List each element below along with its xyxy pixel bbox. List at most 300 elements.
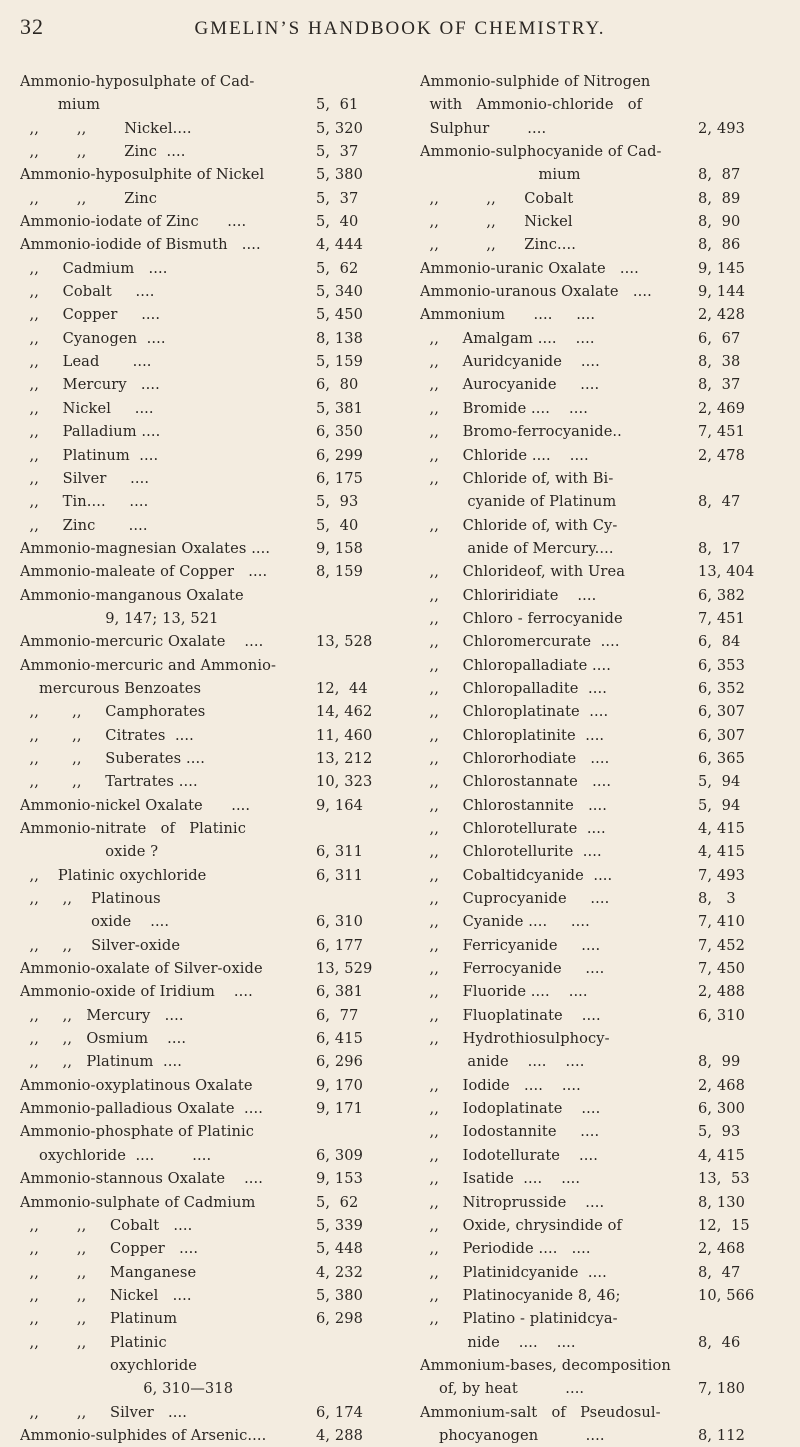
entry-text: Ammonio-oxide of Iridium .... — [20, 983, 253, 1001]
entry-text: ,, Platino - platinidcya- — [420, 1310, 618, 1328]
index-entry — [420, 1050, 784, 1073]
entry-text: ,, ,, Nickel — [420, 213, 573, 231]
entry-text: ,, Chloride of, with Cy- — [420, 516, 618, 534]
entry-text: ,, Cuprocyanide .... — [420, 890, 610, 908]
entry-reference: 6, 300 — [698, 1100, 746, 1118]
index-entry — [420, 1331, 784, 1354]
entry-reference: 9, 145 — [698, 259, 746, 277]
index-entry — [420, 257, 784, 280]
entry-text: ,, Ferrocyanide .... — [420, 960, 605, 978]
entry-reference — [316, 1354, 402, 1377]
index-entry — [20, 747, 402, 770]
entry-text: Ammonio-nitrate of Platinic — [20, 820, 246, 837]
index-entry — [20, 1284, 402, 1307]
entry-reference: 8, 99 — [698, 1053, 741, 1071]
index-entry — [420, 1074, 784, 1097]
entry-reference: 4, 232 — [316, 1263, 364, 1281]
entry-reference: 10, 323 — [316, 773, 373, 791]
entry-text: Ammonio-mercuric Oxalate .... — [20, 633, 264, 651]
entry-text: nide .... .... — [420, 1333, 576, 1351]
entry-reference: 8, 86 — [698, 236, 741, 254]
entry-text: Ammonio-sulphate of Cadmium — [20, 1193, 256, 1211]
entry-reference: 6, 174 — [316, 1403, 364, 1421]
entry-text: ,, ,, Platinum .... — [20, 1053, 182, 1071]
entry-text: ,, ,, Platinic — [20, 1333, 167, 1351]
entry-reference: 7, 452 — [698, 936, 746, 954]
index-entry — [420, 1097, 784, 1120]
index-entry — [420, 1004, 784, 1027]
entry-text: ,, Cobaltidcyanide .... — [420, 866, 613, 884]
entry-reference: 13, 529 — [316, 960, 373, 978]
entry-text: ,, Chlorotellurate .... — [420, 820, 606, 837]
entry-reference: 4, 415 — [698, 820, 746, 837]
entry-reference: 6, 310 — [316, 913, 364, 931]
index-entry — [420, 677, 784, 700]
entry-text: ,, Bromide .... .... — [420, 399, 588, 417]
entry-reference — [698, 514, 784, 537]
index-entry — [20, 257, 402, 280]
entry-text: ,, Cyanogen .... — [20, 329, 166, 347]
index-entry — [420, 187, 784, 210]
index-entry — [420, 327, 784, 350]
index-entry — [20, 1167, 402, 1190]
entry-text: ,, Tin.... .... — [20, 493, 149, 511]
index-entry — [420, 1307, 784, 1330]
entry-text: Ammonio-manganous Oxalate — [20, 586, 244, 604]
running-head: GMELIN’S HANDBOOK OF CHEMISTRY. — [194, 18, 606, 39]
index-entry — [420, 700, 784, 723]
entry-text: ,, Mercury .... — [20, 376, 160, 394]
index-entry — [420, 724, 784, 747]
entry-text: ,, ,, Suberates .... — [20, 749, 205, 767]
entry-text: of, by heat .... — [420, 1380, 585, 1398]
entry-reference: 8, 159 — [316, 563, 364, 581]
index-entry — [420, 490, 784, 513]
index-entry — [20, 1027, 402, 1050]
entry-text: ,, Chloroplatinite .... — [420, 726, 605, 744]
entry-reference: 13, 53 — [698, 1170, 750, 1188]
entry-text: ,, ,, Silver .... — [20, 1403, 188, 1421]
index-entry — [20, 397, 402, 420]
index-entry — [20, 1050, 402, 1073]
entry-reference: 5, 37 — [316, 189, 359, 207]
index-entry — [420, 1027, 784, 1050]
entry-text: ,, ,, Citrates .... — [20, 726, 194, 744]
index-entry — [20, 817, 402, 840]
entry-reference: 5, 62 — [316, 259, 359, 277]
entry-text: ,, Cyanide .... .... — [420, 913, 590, 931]
entry-text: ,, Palladium .... — [20, 423, 161, 441]
entry-text: ,, Periodide .... .... — [420, 1240, 591, 1258]
entry-reference: 4, 415 — [698, 843, 746, 861]
entry-reference: 2, 468 — [698, 1076, 746, 1094]
entry-text: ,, Ferricyanide .... — [420, 936, 601, 954]
index-entry — [420, 817, 784, 840]
entry-text: mercurous Benzoates — [20, 679, 202, 697]
entry-text: Ammonio-sulphocyanide of Cad- — [420, 143, 662, 161]
entry-reference: 13, 528 — [316, 633, 373, 651]
entry-reference — [698, 1307, 784, 1330]
entry-reference — [316, 817, 402, 840]
entry-reference: 8, 3 — [698, 890, 736, 908]
entry-reference: 5, 448 — [316, 1240, 364, 1258]
entry-text: ,, Chloriridiate .... — [420, 586, 597, 604]
entry-reference: 5, 381 — [316, 399, 364, 417]
index-column-left — [20, 70, 402, 1447]
entry-text: Ammonio-iodide of Bismuth .... — [20, 236, 261, 254]
entry-reference: 6, 299 — [316, 446, 364, 464]
index-entry — [420, 1191, 784, 1214]
index-entry — [420, 373, 784, 396]
index-entry — [420, 397, 784, 420]
entry-text: ,, Lead .... — [20, 353, 152, 371]
entry-reference: 8, 112 — [698, 1426, 746, 1444]
entry-text: phocyanogen .... — [420, 1426, 605, 1444]
entry-text: ,, ,, Manganese — [20, 1263, 197, 1281]
entry-reference: 9, 158 — [316, 539, 364, 557]
entry-text: Ammonio-hyposulphate of Cad- — [20, 73, 255, 90]
entry-reference: 5, 93 — [698, 1123, 741, 1141]
index-entry — [20, 1261, 402, 1284]
index-entry — [20, 887, 402, 910]
entry-reference — [316, 1120, 402, 1143]
index-entry — [20, 560, 402, 583]
entry-reference: 5, 40 — [316, 213, 359, 231]
entry-reference: 6, 84 — [698, 633, 741, 651]
entry-text: ,, ,, Cobalt .... — [20, 1216, 193, 1234]
entry-text: Ammonio-hyposulphite of Nickel — [20, 166, 265, 184]
index-entry — [20, 934, 402, 957]
entry-text: ,, Platinum .... — [20, 446, 159, 464]
index-entry — [20, 537, 402, 560]
entry-reference: 5, 61 — [316, 96, 359, 114]
entry-reference: 14, 462 — [316, 703, 373, 721]
entry-text: ,, Hydrothiosulphocy- — [420, 1030, 610, 1048]
entry-reference: 5, 380 — [316, 166, 364, 184]
entry-reference: 2, 428 — [698, 306, 746, 324]
entry-text: ,, ,, Silver-oxide — [20, 936, 181, 954]
entry-reference: 6, 77 — [316, 1006, 359, 1024]
entry-text: ,, ,, Nickel .... — [20, 1286, 192, 1304]
entry-reference: 6, 298 — [316, 1310, 364, 1328]
index-entry — [420, 1284, 784, 1307]
entry-reference: 8, 46 — [698, 1333, 741, 1351]
entry-text: Ammonio-magnesian Oxalates .... — [20, 539, 271, 557]
entry-reference: 8, 47 — [698, 493, 741, 511]
entry-reference: 6, 365 — [698, 749, 746, 767]
entry-reference: 8, 90 — [698, 213, 741, 231]
entry-reference: 8, 138 — [316, 329, 364, 347]
entry-reference: 8, 130 — [698, 1193, 746, 1211]
index-entry — [20, 630, 402, 653]
entry-reference: 6, 307 — [698, 726, 746, 744]
entry-text: Ammonio-sulphides of Arsenic.... — [20, 1426, 267, 1444]
index-entry — [20, 794, 402, 817]
index-entry — [420, 607, 784, 630]
index-entry — [20, 957, 402, 980]
entry-text: with Ammonio-chloride of — [420, 96, 643, 114]
index-entry — [420, 1261, 784, 1284]
index-entry — [420, 1167, 784, 1190]
entry-text: mium — [20, 96, 101, 114]
entry-reference: 2, 469 — [698, 399, 746, 417]
index-entry — [20, 607, 402, 630]
entry-text: ,, Nitroprusside .... — [420, 1193, 605, 1211]
entry-reference: 5, 339 — [316, 1216, 364, 1234]
index-entry — [420, 630, 784, 653]
entry-reference: 7, 451 — [698, 423, 746, 441]
entry-text: Ammonium-bases, decomposition — [420, 1356, 671, 1374]
entry-text: oxychloride — [20, 1356, 198, 1374]
index-entry — [20, 980, 402, 1003]
entry-reference: 6, 311 — [316, 866, 364, 884]
entry-text: ,, ,, Camphorates — [20, 703, 206, 721]
entry-reference: 6, 381 — [316, 983, 364, 1001]
entry-text: ,, Iodostannite .... — [420, 1123, 600, 1141]
index-entry — [20, 1097, 402, 1120]
index-entry — [20, 490, 402, 513]
entry-reference: 8, 17 — [698, 539, 741, 557]
index-entry — [20, 1331, 402, 1354]
index-entry — [20, 1237, 402, 1260]
entry-text: ,, Isatide .... .... — [420, 1170, 581, 1188]
entry-text: ,, Platinic oxychloride — [20, 866, 207, 884]
index-entry — [420, 1214, 784, 1237]
index-entry — [420, 444, 784, 467]
entry-text: Ammonio-maleate of Copper .... — [20, 563, 268, 581]
entry-text: Ammonio-stannous Oxalate .... — [20, 1170, 264, 1188]
entry-text: ,, Iodide .... .... — [420, 1076, 581, 1094]
entry-reference: 6, 382 — [698, 586, 746, 604]
entry-reference: 11, 460 — [316, 726, 373, 744]
index-entry — [20, 1307, 402, 1330]
index-entry — [20, 1191, 402, 1214]
entry-reference: 5, 450 — [316, 306, 364, 324]
entry-text: Ammonio-oxyplatinous Oxalate — [20, 1076, 253, 1094]
entry-reference: 6, 296 — [316, 1053, 364, 1071]
entry-reference: 8, 37 — [698, 376, 741, 394]
entry-text: ,, Chlorostannate .... — [420, 773, 612, 791]
entry-text: ,, Bromo-ferrocyanide.. — [420, 423, 622, 441]
entry-reference: 13, 404 — [698, 563, 755, 581]
entry-text: ,, Chloropalladiate .... — [420, 656, 612, 674]
entry-reference: 4, 415 — [698, 1146, 746, 1164]
entry-text: ,, Copper .... — [20, 306, 161, 324]
entry-reference: 6, 80 — [316, 376, 359, 394]
index-entry — [420, 887, 784, 910]
index-entry — [20, 770, 402, 793]
entry-text: ,, Chloride of, with Bi- — [420, 469, 614, 487]
index-entry — [20, 1074, 402, 1097]
entry-text: ,, Chlorostannite .... — [420, 796, 608, 814]
entry-reference: 6, 177 — [316, 936, 364, 954]
entry-reference: 9, 164 — [316, 796, 364, 814]
index-entry — [20, 1214, 402, 1237]
entry-text: ,, Platinidcyanide .... — [420, 1263, 607, 1281]
entry-reference: 5, 62 — [316, 1193, 359, 1211]
index-entry — [20, 444, 402, 467]
entry-reference: 6, 309 — [316, 1146, 364, 1164]
index-entry — [20, 70, 402, 93]
index-entry — [20, 700, 402, 723]
entry-reference: 7, 450 — [698, 960, 746, 978]
entry-reference — [316, 654, 402, 677]
entry-reference: 2, 478 — [698, 446, 746, 464]
entry-reference: 5, 94 — [698, 773, 741, 791]
index-entry — [20, 327, 402, 350]
entry-reference: 6, 175 — [316, 469, 364, 487]
index-entry — [420, 467, 784, 490]
index-entry — [420, 1401, 784, 1424]
entry-reference: 5, 380 — [316, 1286, 364, 1304]
entry-text: Ammonio-sulphide of Nitrogen — [420, 73, 651, 90]
entry-text: Ammonio-iodate of Zinc .... — [20, 213, 247, 231]
entry-reference: 2, 493 — [698, 119, 746, 137]
index-entry — [420, 654, 784, 677]
entry-text: ,, Fluoride .... .... — [420, 983, 588, 1001]
entry-text: 9, 147; 13, 521 — [20, 609, 219, 627]
entry-text: ,, Chloride .... .... — [420, 446, 589, 464]
entry-reference: 4, 444 — [316, 236, 364, 254]
index-entry — [420, 1354, 784, 1377]
entry-reference: 9, 171 — [316, 1100, 364, 1118]
entry-text: ,, ,, Platinous — [20, 890, 161, 908]
entry-text: ,, Aurocyanide .... — [420, 376, 600, 394]
entry-reference: 6, 350 — [316, 423, 364, 441]
entry-reference — [698, 1354, 784, 1377]
entry-text: ,, ,, Platinum — [20, 1310, 178, 1328]
index-entry — [20, 280, 402, 303]
entry-reference: 7, 451 — [698, 609, 746, 627]
entry-reference: 5, 159 — [316, 353, 364, 371]
entry-text: ,, Fluoplatinate .... — [420, 1006, 601, 1024]
index-entry — [20, 373, 402, 396]
entry-reference — [316, 887, 402, 910]
index-entry — [20, 677, 402, 700]
index-entry — [20, 93, 402, 116]
entry-reference: 8, 89 — [698, 189, 741, 207]
entry-reference — [698, 70, 784, 93]
index-entry — [420, 420, 784, 443]
entry-reference: 12, 15 — [698, 1216, 750, 1234]
entry-reference: 7, 410 — [698, 913, 746, 931]
entry-reference: 9, 170 — [316, 1076, 364, 1094]
index-entry — [420, 1377, 784, 1400]
index-entry — [20, 1377, 402, 1400]
entry-reference — [316, 1331, 402, 1354]
index-entry — [420, 794, 784, 817]
index-entry — [20, 910, 402, 933]
index-entry — [20, 350, 402, 373]
entry-reference: 5, 93 — [316, 493, 359, 511]
index-entry — [20, 584, 402, 607]
index-entry — [20, 1004, 402, 1027]
index-entry — [20, 1120, 402, 1143]
entry-reference: 8, 47 — [698, 1263, 741, 1281]
entry-reference: 6, 353 — [698, 656, 746, 674]
index-entry — [20, 724, 402, 747]
entry-reference — [316, 70, 402, 93]
entry-reference: 6, 352 — [698, 679, 746, 697]
entry-text: ,, ,, Mercury .... — [20, 1006, 184, 1024]
entry-text: anide of Mercury.... — [420, 539, 614, 557]
index-entry — [420, 117, 784, 140]
index-entry — [420, 1424, 784, 1447]
entry-text: oxide ? — [20, 843, 159, 861]
entry-reference: 5, 40 — [316, 516, 359, 534]
entry-text: ,, Iodotellurate .... — [420, 1146, 598, 1164]
entry-text: ,, Chloromercurate .... — [420, 633, 620, 651]
index-entry — [420, 93, 784, 116]
index-entry — [20, 840, 402, 863]
entry-reference: 7, 493 — [698, 866, 746, 884]
entry-reference — [698, 140, 784, 163]
entry-text: ,, Cobalt .... — [20, 283, 155, 301]
entry-text: ,, Chlorotellurite .... — [420, 843, 602, 861]
entry-reference: 6, 415 — [316, 1030, 364, 1048]
index-entry — [20, 117, 402, 140]
index-entry — [420, 747, 784, 770]
index-entry — [420, 1144, 784, 1167]
entry-reference: 8, 87 — [698, 166, 741, 184]
entry-reference: 5, 37 — [316, 143, 359, 161]
entry-text: cyanide of Platinum — [420, 493, 617, 511]
entry-reference: 10, 566 — [698, 1286, 755, 1304]
entry-reference: 9, 153 — [316, 1170, 364, 1188]
index-entry — [20, 1401, 402, 1424]
entry-reference: 9, 144 — [698, 283, 746, 301]
entry-text: Ammonio-mercuric and Ammonio- — [20, 656, 277, 674]
entry-text: ,, Nickel .... — [20, 399, 154, 417]
entry-text: ,, Chloroplatinate .... — [420, 703, 609, 721]
entry-reference: 6, 307 — [698, 703, 746, 721]
index-column-right — [420, 70, 784, 1447]
entry-text: ,, ,, Nickel.... — [20, 119, 192, 137]
entry-text: ,, ,, Osmium .... — [20, 1030, 187, 1048]
index-entry — [420, 1120, 784, 1143]
entry-text: ,, Auridcyanide .... — [420, 353, 600, 371]
entry-reference: 13, 212 — [316, 749, 373, 767]
index-entry — [420, 770, 784, 793]
entry-reference: 5, 320 — [316, 119, 364, 137]
entry-reference: 12, 44 — [316, 679, 368, 697]
entry-reference: 6, 310 — [698, 1006, 746, 1024]
index-entry — [420, 233, 784, 256]
index-entry — [20, 654, 402, 677]
index-entry — [420, 514, 784, 537]
index-entry — [420, 980, 784, 1003]
entry-text: ,, Chlorideof, with Urea — [420, 563, 626, 581]
index-entry — [20, 1424, 402, 1447]
entry-text: ,, ,, Zinc.... — [420, 236, 576, 254]
entry-reference: 2, 468 — [698, 1240, 746, 1258]
entry-text: Ammonium-salt of Pseudosul- — [420, 1403, 661, 1421]
entry-reference — [316, 607, 402, 630]
entry-reference: 5, 340 — [316, 283, 364, 301]
index-entry — [20, 140, 402, 163]
entry-reference: 8, 38 — [698, 353, 741, 371]
entry-text: ,, ,, Copper .... — [20, 1240, 199, 1258]
index-entry — [20, 303, 402, 326]
entry-text: ,, Zinc .... — [20, 516, 148, 534]
index-entry — [420, 350, 784, 373]
entry-text: Sulphur .... — [420, 119, 547, 137]
entry-text: 6, 310—318 — [20, 1380, 234, 1398]
entry-reference — [698, 1401, 784, 1424]
index-entry — [420, 70, 784, 93]
entry-text: Ammonio-phosphate of Platinic — [20, 1123, 255, 1141]
entry-text: ,, Cadmium .... — [20, 259, 168, 277]
